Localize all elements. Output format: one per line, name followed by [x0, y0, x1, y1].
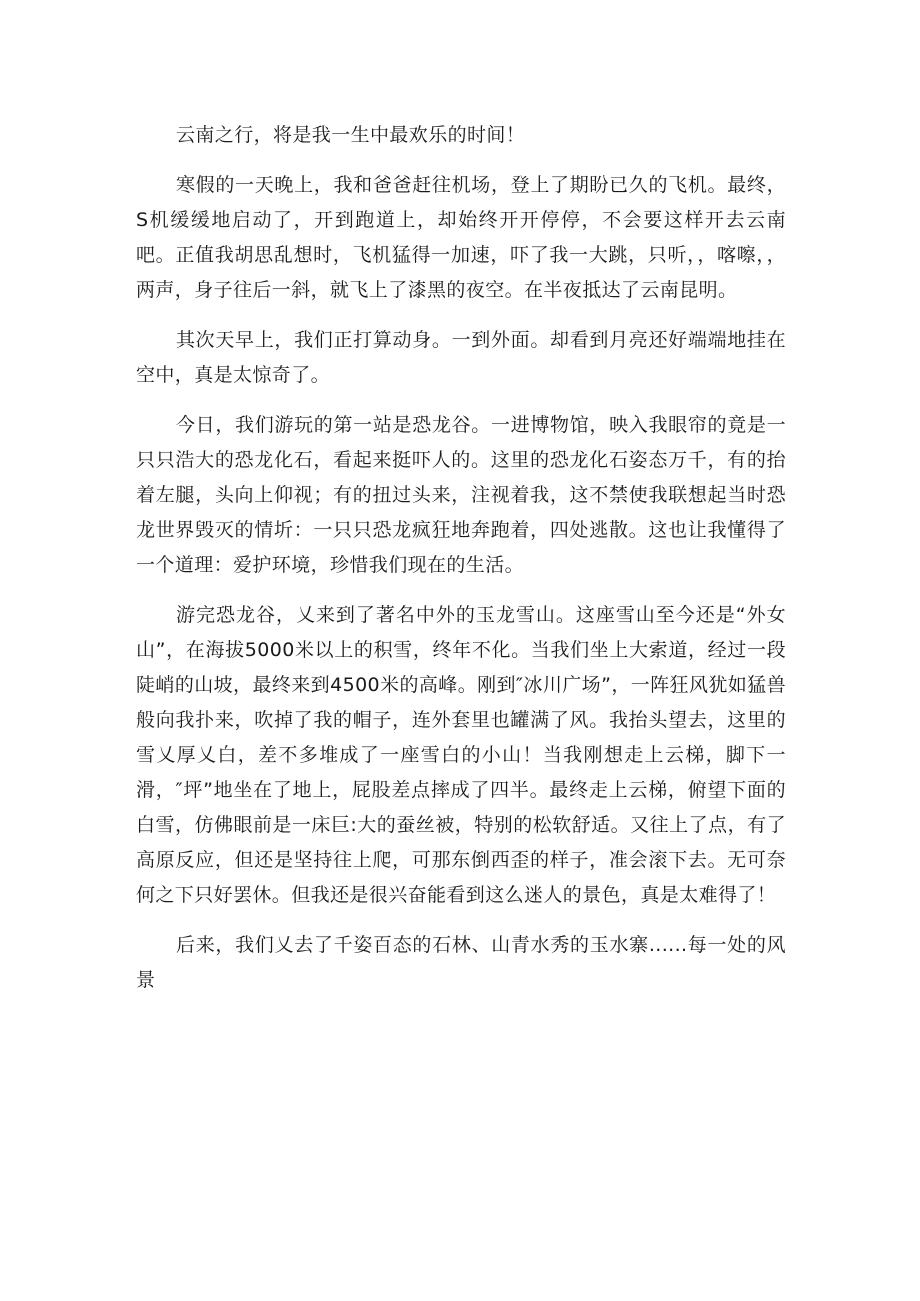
paragraph-6: 后来，我们乂去了千姿百态的石林、山青水秀的玉水寨......每一处的风景: [136, 934, 786, 991]
paragraph-5: 游完恐龙谷，乂来到了著名中外的玉龙雪山。这座雪山至今还是“外女山”，在海拔5000米以上的积雪，终年不化。当我们坐上大索道，经过一段陡峭的山坡，最终来到4500米的高峰。刚到″冰川广场”，一阵狂风犹如猛兽般向我扑来，吹掉了我的帽子，连外套里也罐满了风。我抬头望去，这里的雪乂厚乂白，差不多堆成了一座雪白的小山！当我刚想走上云梯，脚下一滑，″坪”地坐在了地上，屁股差点摔成了四半。最终走上云梯，俯望下面的白雪，仿佛眼前是一床巨:大的蚕丝被，特别的松软舒适。又往上了点，有了高原反应，但还是坚持往上爬，可那东倒西歪的样子，准会滚下去。无可奈何之下只好罢休。但我还是很兴奋能看到这么迷人的景色，真是太难得了！: [136, 604, 786, 906]
essay-body: [136, 118, 786, 998]
paragraph-2: 寒假的一天晚上，我和爸爸赶往机场，登上了期盼已久的飞机。最终，S机缓缓地启动了，开到跑道上，却始终开开停停，不会要这样开去云南吧。正值我胡思乱想时，飞机猛得一加速，吓了我一大跳，只听，，喀嚓，，两声，身子往后一斜，就飞上了漆黑的夜空。在半夜抵达了云南昆明。: [136, 174, 786, 301]
paragraph-3: 其次天早上，我们正打算动身。一到外面。却看到月亮还好端端地挂在空中，真是太惊奇了。: [136, 329, 786, 386]
paragraph-1: 云南之行，将是我一生中最欢乐的时间！: [176, 124, 526, 146]
paragraph-4: 今日，我们游玩的第一站是恐龙谷。一进博物馆，映入我眼帘的竟是一只只浩大的恐龙化石，看起来挺吓人的。这里的恐龙化石姿态万千，有的抬着左腿，头向上仰视；有的扭过头来，注视着我，这不禁使我联想起当时恐龙世界毁灭的情圻：一只只恐龙疯狂地奔跑着，四处逃散。这也让我懂得了一个道理：爱护环境，珍惜我们现在的生活。: [136, 414, 786, 576]
